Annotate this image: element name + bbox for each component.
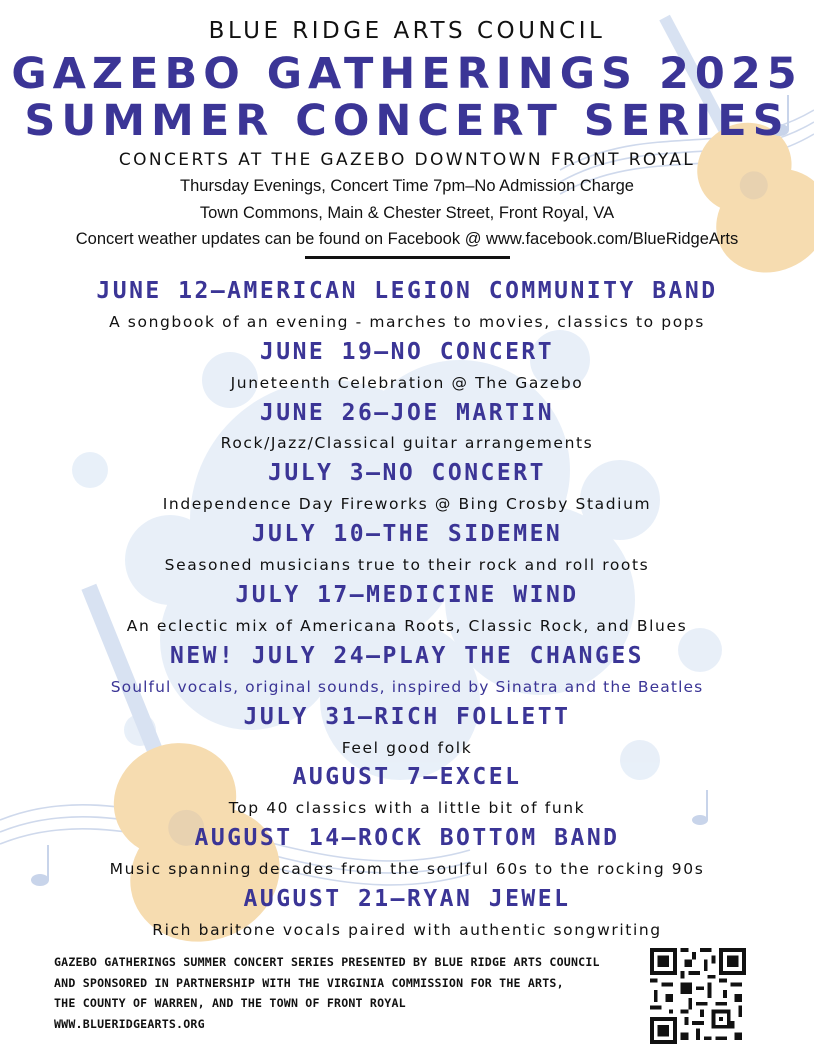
footer-line: THE COUNTY OF WARREN, AND THE TOWN OF FRONT ROYAL [54, 996, 406, 1010]
event-title-new: NEW! JULY 24—PLAY THE CHANGES [169, 643, 645, 669]
divider [305, 256, 510, 259]
event-title: JULY 17—MEDICINE WIND [235, 582, 579, 608]
location-info: Town Commons, Main & Chester Street, Front Royal, VA [199, 204, 615, 222]
event-desc: Independence Day Fireworks @ Bing Crosby Stadium [162, 495, 652, 513]
event-desc: Rock/Jazz/Classical guitar arrangements [220, 434, 594, 452]
event-desc: An eclectic mix of Americana Roots, Classic Rock, and Blues [126, 617, 688, 635]
footer-line: GAZEBO GATHERINGS SUMMER CONCERT SERIES PRESENTED BY BLUE RIDGE ARTS COUNCIL [54, 955, 600, 969]
event-desc-new: Soulful vocals, original sounds, inspired by Sinatra and the Beatles [110, 678, 704, 696]
event-title: JUNE 26—JOE MARTIN [259, 400, 555, 426]
event-title: JUNE 12—AMERICAN LEGION COMMUNITY BAND [96, 278, 718, 304]
organization-name: BLUE RIDGE ARTS COUNCIL [208, 18, 606, 44]
event-title: AUGUST 21—RYAN JEWEL [243, 886, 571, 912]
weather-info: Concert weather updates can be found on Facebook @ www.facebook.com/BlueRidgeArts [75, 230, 739, 248]
subtitle: CONCERTS AT THE GAZEBO DOWNTOWN FRONT ROYAL [118, 150, 696, 170]
event-desc: Top 40 classics with a little bit of funk [228, 799, 586, 817]
event-title: JULY 3—NO CONCERT [268, 460, 546, 486]
title-line-1: GAZEBO GATHERINGS 2025 [11, 49, 803, 99]
event-title: JUNE 19—NO CONCERT [259, 339, 555, 365]
event-title: JULY 10—THE SIDEMEN [251, 521, 563, 547]
event-title: AUGUST 7—EXCEL [292, 764, 522, 790]
event-desc: Rich baritone vocals paired with authentic songwriting [152, 921, 662, 939]
event-desc: Feel good folk [341, 739, 473, 757]
event-desc: Seasoned musicians true to their rock and roll roots [164, 556, 650, 574]
event-desc: A songbook of an evening - marches to movies, classics to pops [109, 313, 705, 331]
event-title: AUGUST 14—ROCK BOTTOM BAND [194, 825, 620, 851]
footer-line: AND SPONSORED IN PARTNERSHIP WITH THE VIRGINIA COMMISSION FOR THE ARTS, [54, 975, 564, 990]
sponsor-footer [54, 952, 654, 1034]
event-desc: Music spanning decades from the soulful 60s to the rocking 90s [109, 860, 705, 878]
title-line-2: SUMMER CONCERT SERIES [24, 96, 790, 146]
event-title: JULY 31—RICH FOLLETT [243, 704, 571, 730]
qr-code-icon[interactable] [650, 948, 746, 1044]
event-desc: Juneteenth Celebration @ The Gazebo [230, 374, 584, 392]
schedule-info: Thursday Evenings, Concert Time 7pm–No Admission Charge [180, 177, 634, 195]
website-link[interactable]: WWW.BLUERIDGEARTS.ORG [54, 1016, 205, 1031]
